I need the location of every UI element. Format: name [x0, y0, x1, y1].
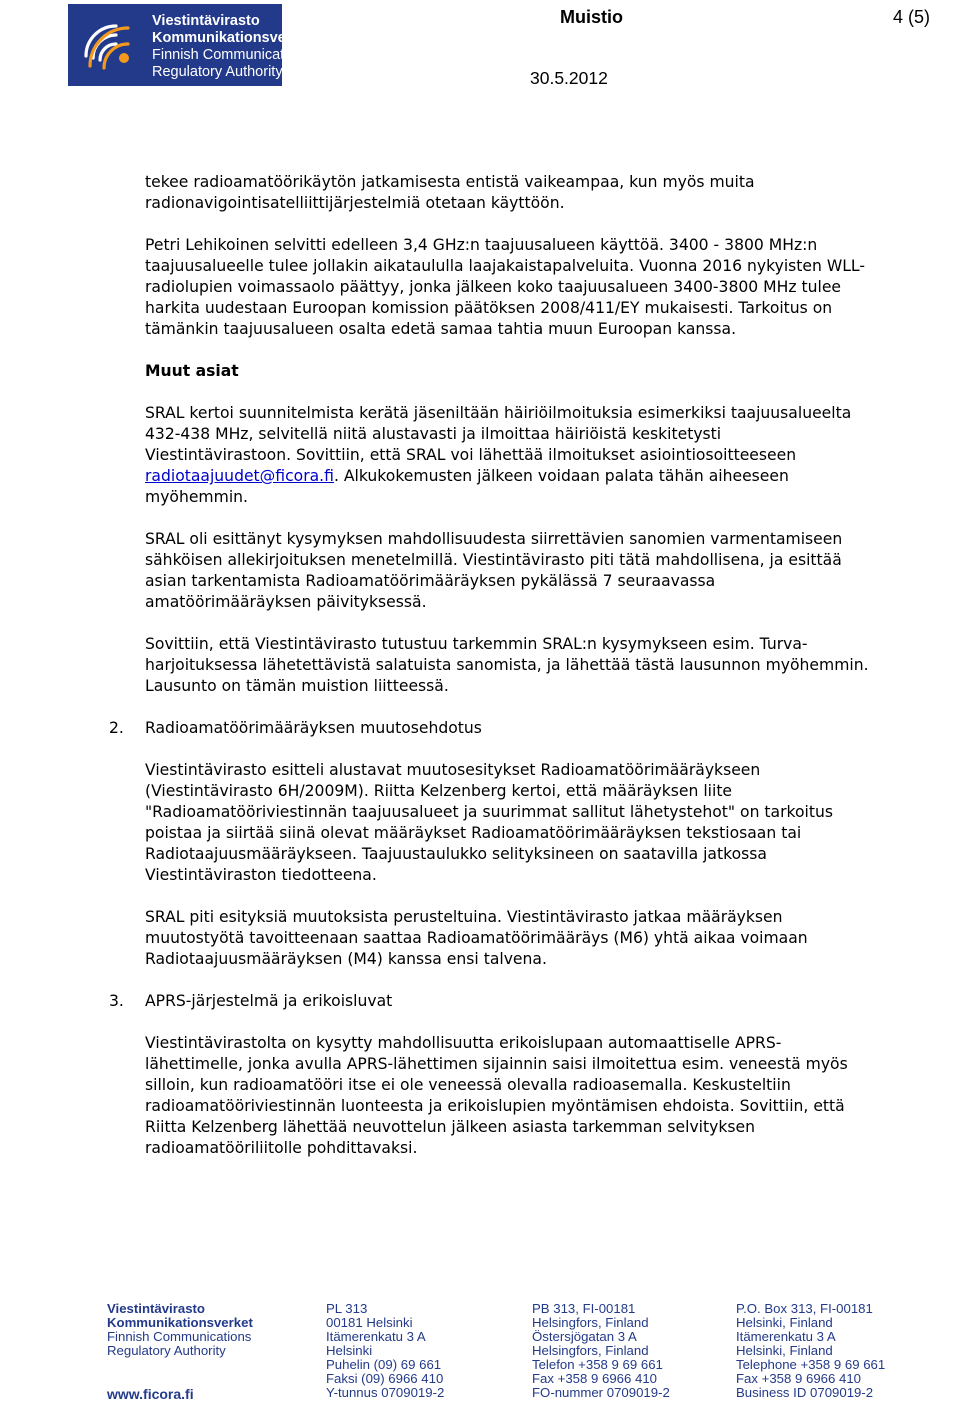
footer-line: FO-nummer 0709019-2: [532, 1385, 670, 1400]
email-link[interactable]: radiotaajuudet@ficora.fi: [145, 467, 334, 485]
footer-line: Östersjögatan 3 A: [532, 1329, 637, 1344]
text-line: poistaa ja siirtää siinä olevat määräykset Radioamatöörimääräyksen tekstiosaan tai: [145, 824, 802, 842]
footer-line: Fax +358 9 6966 410: [736, 1371, 862, 1386]
text-line: tämänkin taajuusalueen osalta edetä samaa tahtia muun Euroopan kanssa.: [145, 320, 737, 338]
agenda-item-2: [109, 718, 940, 739]
footer-line: Itämerenkatu 3 A: [326, 1329, 426, 1344]
agenda-item-number: 3.: [109, 992, 124, 1010]
text-line: 432-438 MHz, selvitellä niitä alustavasti ja ilmoittaa häiriöistä keskitetysti: [145, 425, 722, 443]
text-line: Viestintävirastoon. Sovittiin, että SRAL voi lähettää ilmoitukset asiointiosoitteeseen: [145, 446, 797, 464]
text-line: "Radioamatööriviestinnän taajuusalueet ja suurimmat sallitut lähetystehot" on tarkoitus: [145, 803, 833, 821]
footer-line: P.O. Box 313, FI-00181: [736, 1301, 873, 1316]
paragraph: [145, 1033, 940, 1159]
document-body: [109, 172, 940, 1180]
text-line: radiolupien voimassaolo päättyy, jonka jälkeen koko taajuusalueen 3400-3800 MHz tulee: [145, 278, 842, 296]
footer-address-en: [736, 1302, 885, 1400]
agenda-item-3: [109, 991, 940, 1012]
agenda-item-number: 2.: [109, 719, 124, 737]
footer-line: Business ID 0709019-2: [736, 1385, 874, 1400]
agenda-item-title: Radioamatöörimääräyksen muutosehdotus: [145, 719, 482, 737]
text-line: Viestintävirastolta on kysytty mahdollisuutta erikoislupaan automaattiselle APRS-: [145, 1034, 782, 1052]
footer-line: Y-tunnus 0709019-2: [326, 1385, 445, 1400]
text-line: Lausunto on tämän muistion liitteessä.: [145, 677, 449, 695]
text-line: (Viestintävirasto 6H/2009M). Riitta Kelzenberg kertoi, että määräyksen liite: [145, 782, 733, 800]
text-line: . Alkukokemusten jälkeen voidaan palata tähän aiheeseen: [333, 467, 789, 485]
page-number: 4 (5): [893, 7, 931, 27]
footer-org-name-en-1: Finnish Communications: [107, 1329, 252, 1344]
text-line: silloin, kun radioamatööri itse ei ole veneessä olevalla radioasemalla. Keskusteltiin: [145, 1076, 791, 1094]
footer-line: Helsingfors, Finland: [532, 1315, 649, 1330]
logo-line-3: Finnish Communications: [152, 47, 311, 63]
paragraph: [145, 529, 940, 613]
footer-line: Helsinki: [326, 1343, 373, 1358]
paragraph: [145, 172, 940, 214]
footer-line: Telefon +358 9 69 661: [532, 1357, 663, 1372]
paragraph: [145, 760, 940, 886]
text-line: myöhemmin.: [145, 488, 248, 506]
footer-org-name-en-2: Regulatory Authority: [107, 1343, 226, 1358]
footer-org-name-fi: Viestintävirasto: [107, 1301, 205, 1316]
footer-address-fi: [326, 1302, 444, 1400]
text-line: radioamatööriliitolle pohdittavaksi.: [145, 1139, 418, 1157]
text-line: harjoituksessa lähetettävistä salatuista sanomista, ja lähettää tästä lausunnon myöhemmin.: [145, 656, 869, 674]
text-line: SRAL kertoi suunnitelmista kerätä jäseniltään häiriöilmoituksia esimerkiksi taajuusalueelta: [145, 404, 852, 422]
footer-line: Helsinki, Finland: [736, 1315, 833, 1330]
text-line: Viestintäviraston tiedotteena.: [145, 866, 377, 884]
footer-line: PL 313: [326, 1301, 368, 1316]
text-line: lähettimelle, jonka avulla APRS-lähettimen sijainnin saisi ilmoitettua esim. veneestä myös: [145, 1055, 848, 1073]
text-line: taajuusalueelle tulee jollakin aikataululla laajakaistapalveluita. Vuonna 2016 nykyisten WLL-: [145, 257, 865, 275]
footer-organization: [107, 1302, 253, 1358]
logo-line-1: Viestintävirasto: [152, 13, 260, 29]
agenda-item-title: APRS-järjestelmä ja erikoisluvat: [145, 992, 393, 1010]
logo-line-4: Regulatory Authority: [152, 64, 283, 80]
section-heading-muut-asiat: Muut asiat: [145, 362, 239, 380]
ficora-emblem-icon: [78, 12, 146, 78]
text-line: SRAL oli esittänyt kysymyksen mahdollisuudesta siirrettävien sanomien varmentamiseen: [145, 530, 843, 548]
text-line: Radiotaajuusmääräyksen (M4) kanssa ensi talvena.: [145, 950, 547, 968]
text-line: amatöörimääräyksen päivityksessä.: [145, 593, 427, 611]
paragraph: [145, 634, 940, 697]
text-line: radionavigointisatelliittijärjestelmiä otetaan käyttöön.: [145, 194, 565, 212]
document-type: Muistio: [560, 7, 623, 27]
text-line: Sovittiin, että Viestintävirasto tutustuu tarkemmin SRAL:n kysymykseen esim. Turva-: [145, 635, 808, 653]
text-line: Viestintävirasto esitteli alustavat muutosesitykset Radioamatöörimääräykseen: [145, 761, 761, 779]
text-line: radioamatööriviestinnän luonteesta ja erikoislupien myöntämisen ehdoista. Sovittiin, että: [145, 1097, 845, 1115]
footer-line: Helsinki, Finland: [736, 1343, 833, 1358]
footer-line: Telephone +358 9 69 661: [736, 1357, 886, 1372]
document-date: 30.5.2012: [530, 68, 608, 88]
footer-line: Puhelin (09) 69 661: [326, 1357, 442, 1372]
paragraph: [145, 235, 940, 340]
paragraph: [145, 907, 940, 970]
text-line: Radiotaajuusmääräykseen. Taajuustaulukko selityksineen on saatavilla jatkossa: [145, 845, 767, 863]
footer-line: Fax +358 9 6966 410: [532, 1371, 658, 1386]
paragraph: [145, 403, 940, 508]
text-line: tekee radioamatöörikäytön jatkamisesta entistä vaikeampaa, kun myös muita: [145, 173, 755, 191]
text-line: sähköisen allekirjoituksen menetelmillä. Viestintävirasto piti tätä mahdollisena, ja esittää: [145, 551, 842, 569]
footer-line: Itämerenkatu 3 A: [736, 1329, 836, 1344]
text-line: harkita uudestaan Euroopan komission päätöksen 2008/411/EY mukaisesti. Tarkoitus on: [145, 299, 833, 317]
footer-line: PB 313, FI-00181: [532, 1301, 636, 1316]
text-line: SRAL piti esityksiä muutoksista perusteltuina. Viestintävirasto jatkaa määräyksen: [145, 908, 783, 926]
text-line: Petri Lehikoinen selvitti edelleen 3,4 GHz:n taajuusalueen käyttöä. 3400 - 3800 MHz:n: [145, 236, 818, 254]
text-line: asian tarkentamista Radioamatöörimääräyksen pykälässä 7 seuraavassa: [145, 572, 716, 590]
footer-line: 00181 Helsinki: [326, 1315, 413, 1330]
footer-line: Helsingfors, Finland: [532, 1343, 649, 1358]
footer-org-name-sv: Kommunikationsverket: [107, 1315, 253, 1330]
text-line: muutostyötä tavoitteenaan saattaa Radioamatöörimääräys (M6) yhtä aikaa voimaan: [145, 929, 808, 947]
website-link[interactable]: www.ficora.fi: [107, 1386, 194, 1402]
ficora-logo: [68, 4, 313, 86]
footer-address-sv: [532, 1302, 670, 1400]
footer-line: Faksi (09) 6966 410: [326, 1371, 444, 1386]
logo-line-2: Kommunikationsverket: [152, 30, 313, 46]
text-line: Riitta Kelzenberg lähettää neuvottelun jälkeen asiasta tarkemman selvityksen: [145, 1118, 755, 1136]
